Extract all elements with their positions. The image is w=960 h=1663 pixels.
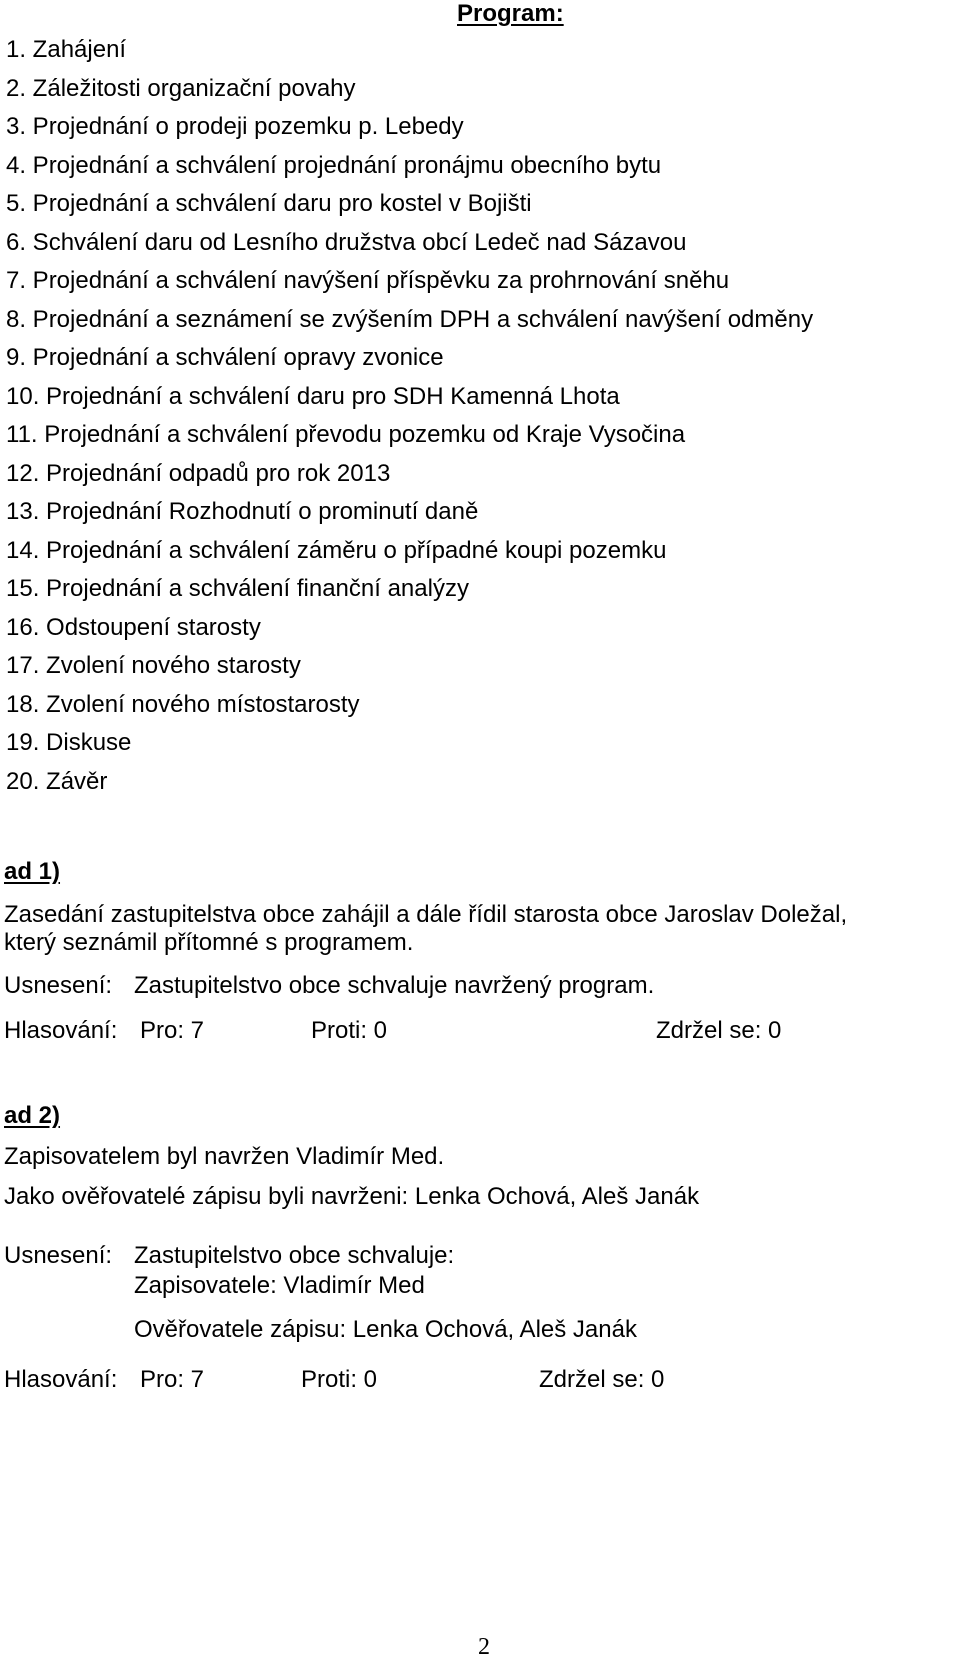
program-item: 19. Diskuse [6,729,132,756]
program-item: 1. Zahájení [6,36,127,63]
paragraph-line: který seznámil přítomné s programem. [4,929,414,956]
program-item: 14. Projednání a schválení záměru o případné koupi pozemku [6,537,667,564]
program-item: 2. Záležitosti organizační povahy [6,75,356,102]
resolution-text: Zastupitelstvo obce schvaluje navržený program. [134,972,655,999]
resolution-label: Usnesení: [4,1242,113,1269]
vote-against: Proti: 0 [311,1017,388,1044]
program-item: 18. Zvolení nového místostarosty [6,691,360,718]
resolution-label: Usnesení: [4,972,113,999]
vote-abstain: Zdržel se: 0 [656,1017,782,1044]
program-item: 12. Projednání odpadů pro rok 2013 [6,460,391,487]
paragraph-line: Zasedání zastupitelstva obce zahájil a dále řídil starosta obce Jaroslav Doležal, [4,901,848,928]
vote-against: Proti: 0 [301,1366,378,1393]
verifiers-line: Ověřovatele zápisu: Lenka Ochová, Aleš Janák [134,1316,637,1343]
program-item: 5. Projednání a schválení daru pro kostel v Bojišti [6,190,532,217]
vote-for: Pro: 7 [140,1017,205,1044]
vote-for: Pro: 7 [140,1366,205,1393]
program-item: 6. Schválení daru od Lesního družstva obcí Ledeč nad Sázavou [6,229,687,256]
program-item: 8. Projednání a seznámení se zvýšením DPH a schválení navýšení odměny [6,306,814,333]
program-heading: Program: [457,0,564,27]
section-heading-ad2: ad 2) [4,1102,61,1129]
program-item: 10. Projednání a schválení daru pro SDH Kamenná Lhota [6,383,620,410]
resolution-text: Zastupitelstvo obce schvaluje: [134,1242,455,1269]
program-item: 3. Projednání o prodeji pozemku p. Lebedy [6,113,464,140]
vote-label: Hlasování: [4,1017,118,1044]
program-item: 7. Projednání a schválení navýšení příspěvku za prohrnování sněhu [6,267,730,294]
program-item: 20. Závěr [6,768,108,795]
program-item: 15. Projednání a schválení finanční analýzy [6,575,469,602]
paragraph-line: Jako ověřovatelé zápisu byli navrženi: Lenka Ochová, Aleš Janák [4,1183,700,1210]
vote-label: Hlasování: [4,1366,118,1393]
section-heading-ad1: ad 1) [4,858,61,885]
program-item: 4. Projednání a schválení projednání pronájmu obecního bytu [6,152,662,179]
program-item: 9. Projednání a schválení opravy zvonice [6,344,444,371]
program-item: 17. Zvolení nového starosty [6,652,301,679]
vote-abstain: Zdržel se: 0 [539,1366,665,1393]
program-item: 16. Odstoupení starosty [6,614,261,641]
program-item: 13. Projednání Rozhodnutí o prominutí daně [6,498,479,525]
paragraph-line: Zapisovatelem byl navržen Vladimír Med. [4,1143,445,1170]
recorder-line: Zapisovatele: Vladimír Med [134,1272,425,1299]
page-number: 2 [478,1634,490,1660]
program-item: 11. Projednání a schválení převodu pozemku od Kraje Vysočina [6,421,686,448]
